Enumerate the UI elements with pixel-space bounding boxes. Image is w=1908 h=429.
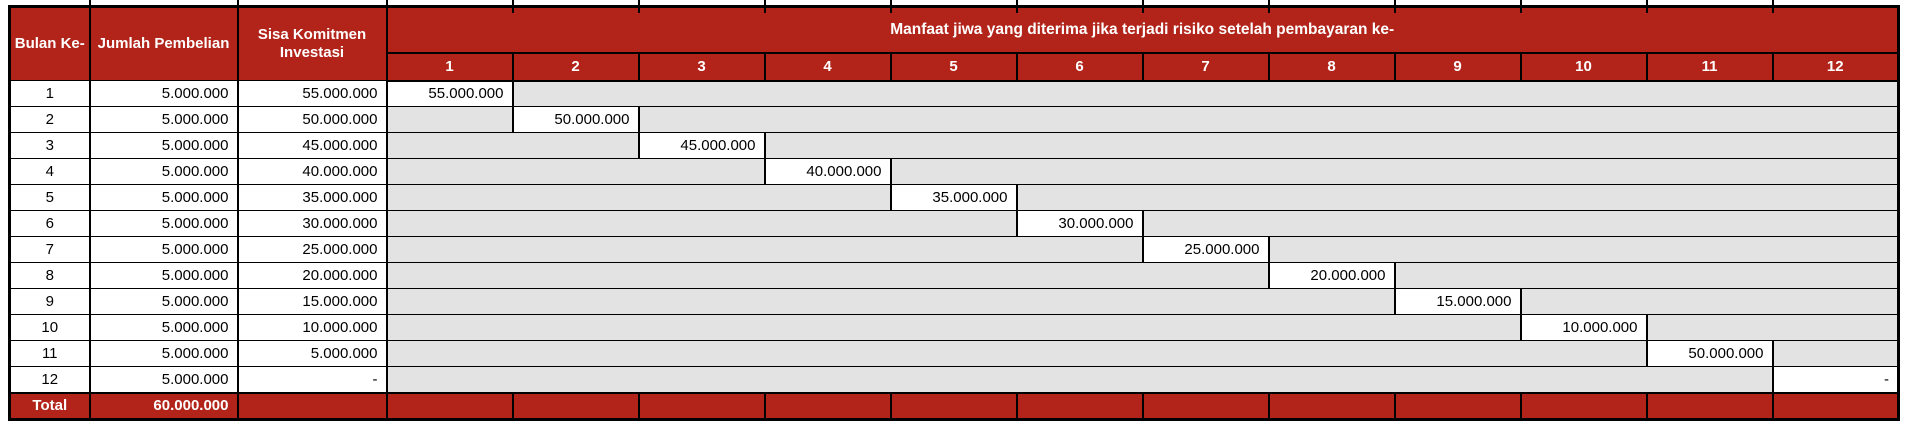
cell-benefit-8[interactable] (1269, 315, 1395, 341)
table-row-month-12 (10, 367, 1899, 393)
table-row-month-7 (10, 237, 1899, 263)
total-benefit-empty-cell-2[interactable] (513, 393, 639, 420)
cell-benefit-11[interactable] (1647, 159, 1773, 185)
cell-remaining[interactable]: 25.000.000 (238, 237, 387, 263)
cell-benefit-12[interactable] (1773, 107, 1899, 133)
cell-benefit-8[interactable] (1269, 133, 1395, 159)
cell-benefit-3[interactable] (639, 107, 765, 133)
table-row-month-3 (10, 133, 1899, 159)
cell-benefit-3[interactable] (639, 237, 765, 263)
cell-benefit-11[interactable] (1647, 289, 1773, 315)
cell-purchase[interactable]: 5.000.000 (90, 341, 238, 367)
cell-benefit-6[interactable] (1017, 315, 1143, 341)
cell-benefit-7[interactable] (1143, 289, 1269, 315)
cell-benefit-7[interactable] (1143, 159, 1269, 185)
cell-remaining[interactable]: 50.000.000 (238, 107, 387, 133)
cell-remaining[interactable]: 40.000.000 (238, 159, 387, 185)
total-benefit-empty-cell-6[interactable] (1017, 393, 1143, 420)
cell-benefit-12[interactable] (1773, 315, 1899, 341)
cell-benefit-1[interactable] (387, 315, 513, 341)
cell-benefit-4[interactable] (765, 315, 891, 341)
cell-benefit-12[interactable] (1773, 289, 1899, 315)
cell-benefit-2[interactable] (513, 159, 639, 185)
cell-benefit-12[interactable]: - (1773, 367, 1899, 393)
col-header-payment-12[interactable]: 12 (1773, 53, 1899, 81)
cell-benefit-10[interactable] (1521, 81, 1647, 107)
cell-benefit-4[interactable] (765, 263, 891, 289)
cell-benefit-2[interactable] (513, 341, 639, 367)
cell-remaining[interactable]: - (238, 367, 387, 393)
column-border-stub (386, 0, 388, 13)
cell-purchase[interactable]: 5.000.000 (90, 289, 238, 315)
table-row-month-2 (10, 107, 1899, 133)
col-header-sisa-komitmen[interactable]: Sisa Komitmen Investasi (238, 7, 387, 81)
cell-benefit-6[interactable] (1017, 133, 1143, 159)
cell-benefit-5[interactable] (891, 341, 1017, 367)
cell-benefit-5[interactable] (891, 289, 1017, 315)
cell-purchase[interactable]: 5.000.000 (90, 107, 238, 133)
cell-benefit-11[interactable] (1647, 81, 1773, 107)
total-benefit-empty-cell-8[interactable] (1269, 393, 1395, 420)
cell-benefit-8[interactable] (1269, 367, 1395, 393)
cell-benefit-4[interactable] (765, 107, 891, 133)
cell-benefit-8[interactable] (1269, 81, 1395, 107)
total-benefit-empty-cell-1[interactable] (387, 393, 513, 420)
cell-month[interactable]: 12 (10, 367, 90, 393)
cell-benefit-5[interactable]: 35.000.000 (891, 185, 1017, 211)
total-benefit-empty-cell-5[interactable] (891, 393, 1017, 420)
column-border-stub (1772, 0, 1774, 13)
column-border-stub (89, 0, 91, 13)
cell-benefit-6[interactable] (1017, 159, 1143, 185)
cell-benefit-7[interactable] (1143, 211, 1269, 237)
cell-benefit-11[interactable] (1647, 211, 1773, 237)
cell-benefit-10[interactable] (1521, 237, 1647, 263)
cell-benefit-12[interactable] (1773, 263, 1899, 289)
cell-benefit-3[interactable] (639, 211, 765, 237)
cell-benefit-1[interactable] (387, 367, 513, 393)
cell-benefit-9[interactable] (1395, 185, 1521, 211)
cell-benefit-6[interactable] (1017, 107, 1143, 133)
header-row-main (10, 7, 1899, 53)
cell-benefit-1[interactable]: 55.000.000 (387, 81, 513, 107)
cell-month[interactable]: 11 (10, 341, 90, 367)
cell-benefit-10[interactable] (1521, 263, 1647, 289)
cell-benefit-5[interactable] (891, 211, 1017, 237)
cell-benefit-3[interactable] (639, 341, 765, 367)
cell-month[interactable]: 7 (10, 237, 90, 263)
cell-benefit-3[interactable]: 45.000.000 (639, 133, 765, 159)
cell-benefit-9[interactable] (1395, 133, 1521, 159)
cell-benefit-7[interactable] (1143, 315, 1269, 341)
cell-benefit-4[interactable] (765, 289, 891, 315)
cell-benefit-7[interactable] (1143, 341, 1269, 367)
column-border-stub (1016, 0, 1018, 13)
cell-benefit-2[interactable] (513, 133, 639, 159)
column-border-stub (1646, 0, 1648, 13)
cell-benefit-8[interactable] (1269, 289, 1395, 315)
cell-benefit-5[interactable] (891, 237, 1017, 263)
col-header-bulan-ke[interactable]: Bulan Ke- (10, 7, 90, 81)
cell-benefit-1[interactable] (387, 133, 513, 159)
cell-benefit-1[interactable] (387, 211, 513, 237)
cell-month[interactable]: 3 (10, 133, 90, 159)
cell-purchase[interactable]: 5.000.000 (90, 81, 238, 107)
table-row-month-10 (10, 315, 1899, 341)
cell-benefit-2[interactable]: 50.000.000 (513, 107, 639, 133)
cell-benefit-9[interactable] (1395, 367, 1521, 393)
cell-benefit-10[interactable] (1521, 159, 1647, 185)
total-purchase-value[interactable]: 60.000.000 (90, 393, 238, 420)
cell-benefit-11[interactable] (1647, 107, 1773, 133)
total-row (10, 393, 1899, 420)
col-header-payment-7[interactable]: 7 (1143, 53, 1269, 81)
cell-benefit-11[interactable] (1647, 315, 1773, 341)
cell-benefit-2[interactable] (513, 263, 639, 289)
cell-benefit-7[interactable] (1143, 133, 1269, 159)
cell-benefit-8[interactable] (1269, 341, 1395, 367)
cell-benefit-3[interactable] (639, 315, 765, 341)
cell-benefit-9[interactable]: 15.000.000 (1395, 289, 1521, 315)
col-header-payment-9[interactable]: 9 (1395, 53, 1521, 81)
cell-benefit-8[interactable]: 20.000.000 (1269, 263, 1395, 289)
cell-benefit-7[interactable] (1143, 367, 1269, 393)
cell-benefit-8[interactable] (1269, 185, 1395, 211)
column-border-stub (638, 0, 640, 13)
col-header-payment-6[interactable]: 6 (1017, 53, 1143, 81)
cell-remaining[interactable]: 30.000.000 (238, 211, 387, 237)
cell-benefit-11[interactable] (1647, 133, 1773, 159)
cell-benefit-3[interactable] (639, 159, 765, 185)
cell-benefit-12[interactable] (1773, 133, 1899, 159)
cell-benefit-5[interactable] (891, 315, 1017, 341)
cell-month[interactable]: 6 (10, 211, 90, 237)
cell-benefit-2[interactable] (513, 289, 639, 315)
cell-benefit-1[interactable] (387, 341, 513, 367)
cell-benefit-2[interactable] (513, 211, 639, 237)
benefit-schedule-table (8, 5, 1900, 421)
cell-benefit-4[interactable] (765, 367, 891, 393)
cell-benefit-9[interactable] (1395, 81, 1521, 107)
table-row-month-1 (10, 81, 1899, 107)
cell-purchase[interactable]: 5.000.000 (90, 159, 238, 185)
col-header-jumlah-pembelian[interactable]: Jumlah Pembelian (90, 7, 238, 81)
cell-benefit-6[interactable] (1017, 81, 1143, 107)
cell-remaining[interactable]: 55.000.000 (238, 81, 387, 107)
cell-benefit-5[interactable] (891, 159, 1017, 185)
cell-benefit-9[interactable] (1395, 263, 1521, 289)
total-benefit-empty-cell-7[interactable] (1143, 393, 1269, 420)
col-header-payment-5[interactable]: 5 (891, 53, 1017, 81)
cell-benefit-2[interactable] (513, 185, 639, 211)
cell-benefit-11[interactable] (1647, 367, 1773, 393)
cell-benefit-2[interactable] (513, 367, 639, 393)
cell-benefit-8[interactable] (1269, 211, 1395, 237)
cell-benefit-3[interactable] (639, 263, 765, 289)
cell-month[interactable]: 5 (10, 185, 90, 211)
col-header-manfaat-jiwa[interactable]: Manfaat jiwa yang diterima jika terjadi risiko setelah pembayaran ke- (387, 7, 1899, 53)
col-header-payment-8[interactable]: 8 (1269, 53, 1395, 81)
cell-benefit-1[interactable] (387, 237, 513, 263)
cell-benefit-1[interactable] (387, 107, 513, 133)
cell-benefit-7[interactable] (1143, 107, 1269, 133)
cell-benefit-3[interactable] (639, 81, 765, 107)
cell-benefit-1[interactable] (387, 185, 513, 211)
table-row-month-5 (10, 185, 1899, 211)
cell-benefit-6[interactable] (1017, 237, 1143, 263)
cell-benefit-8[interactable] (1269, 107, 1395, 133)
col-header-payment-3[interactable]: 3 (639, 53, 765, 81)
cell-benefit-9[interactable] (1395, 159, 1521, 185)
cell-remaining[interactable]: 15.000.000 (238, 289, 387, 315)
total-benefit-empty-cell-4[interactable] (765, 393, 891, 420)
cell-benefit-1[interactable] (387, 159, 513, 185)
cell-remaining[interactable]: 10.000.000 (238, 315, 387, 341)
cell-benefit-10[interactable] (1521, 133, 1647, 159)
column-border-stub (1394, 0, 1396, 13)
cell-benefit-1[interactable] (387, 289, 513, 315)
cell-purchase[interactable]: 5.000.000 (90, 315, 238, 341)
column-border-stub (237, 0, 239, 13)
cell-benefit-6[interactable] (1017, 367, 1143, 393)
cell-benefit-12[interactable] (1773, 237, 1899, 263)
cell-benefit-12[interactable] (1773, 159, 1899, 185)
col-header-payment-11[interactable]: 11 (1647, 53, 1773, 81)
table-row-month-4 (10, 159, 1899, 185)
cell-benefit-1[interactable] (387, 263, 513, 289)
cell-benefit-5[interactable] (891, 81, 1017, 107)
cell-purchase[interactable]: 5.000.000 (90, 211, 238, 237)
cell-benefit-5[interactable] (891, 133, 1017, 159)
cell-benefit-9[interactable] (1395, 315, 1521, 341)
total-label[interactable]: Total (10, 393, 90, 420)
cell-benefit-12[interactable] (1773, 81, 1899, 107)
cell-month[interactable]: 4 (10, 159, 90, 185)
cell-benefit-10[interactable] (1521, 367, 1647, 393)
cell-month[interactable]: 2 (10, 107, 90, 133)
cell-benefit-12[interactable] (1773, 185, 1899, 211)
cell-benefit-6[interactable] (1017, 263, 1143, 289)
cell-benefit-10[interactable] (1521, 185, 1647, 211)
total-benefit-empty-cell-9[interactable] (1395, 393, 1521, 420)
table-row-month-11 (10, 341, 1899, 367)
cell-benefit-10[interactable]: 10.000.000 (1521, 315, 1647, 341)
cell-benefit-10[interactable] (1521, 289, 1647, 315)
cell-benefit-4[interactable]: 40.000.000 (765, 159, 891, 185)
cell-benefit-10[interactable] (1521, 341, 1647, 367)
cell-benefit-3[interactable] (639, 289, 765, 315)
col-header-payment-10[interactable]: 10 (1521, 53, 1647, 81)
cell-benefit-11[interactable] (1647, 237, 1773, 263)
cell-benefit-2[interactable] (513, 237, 639, 263)
table-row-month-6 (10, 211, 1899, 237)
col-header-payment-4[interactable]: 4 (765, 53, 891, 81)
cell-remaining[interactable]: 45.000.000 (238, 133, 387, 159)
cell-purchase[interactable]: 5.000.000 (90, 133, 238, 159)
cell-month[interactable]: 10 (10, 315, 90, 341)
cell-month[interactable]: 8 (10, 263, 90, 289)
cell-benefit-9[interactable] (1395, 211, 1521, 237)
cell-benefit-6[interactable] (1017, 341, 1143, 367)
cell-remaining[interactable]: 35.000.000 (238, 185, 387, 211)
cell-benefit-7[interactable] (1143, 81, 1269, 107)
cell-benefit-10[interactable] (1521, 211, 1647, 237)
cell-benefit-8[interactable] (1269, 237, 1395, 263)
cell-benefit-4[interactable] (765, 237, 891, 263)
cell-benefit-7[interactable]: 25.000.000 (1143, 237, 1269, 263)
cell-benefit-4[interactable] (765, 133, 891, 159)
cell-purchase[interactable]: 5.000.000 (90, 185, 238, 211)
cell-benefit-9[interactable] (1395, 341, 1521, 367)
cell-benefit-7[interactable] (1143, 185, 1269, 211)
total-benefit-empty-cell-10[interactable] (1521, 393, 1647, 420)
cell-benefit-12[interactable] (1773, 211, 1899, 237)
cell-benefit-5[interactable] (891, 367, 1017, 393)
cell-benefit-5[interactable] (891, 263, 1017, 289)
cell-benefit-4[interactable] (765, 211, 891, 237)
cell-benefit-4[interactable] (765, 185, 891, 211)
table-row-month-9 (10, 289, 1899, 315)
cell-month[interactable]: 1 (10, 81, 90, 107)
cell-benefit-2[interactable] (513, 315, 639, 341)
cell-purchase[interactable]: 5.000.000 (90, 263, 238, 289)
cell-benefit-4[interactable] (765, 341, 891, 367)
cell-benefit-11[interactable] (1647, 263, 1773, 289)
table-row-month-8 (10, 263, 1899, 289)
cell-benefit-11[interactable]: 50.000.000 (1647, 341, 1773, 367)
col-header-payment-1[interactable]: 1 (387, 53, 513, 81)
total-benefit-empty-cell-3[interactable] (639, 393, 765, 420)
column-border-stub (1142, 0, 1144, 13)
col-header-payment-2[interactable]: 2 (513, 53, 639, 81)
cell-remaining[interactable]: 20.000.000 (238, 263, 387, 289)
total-remaining-empty-cell[interactable] (238, 393, 387, 420)
total-benefit-empty-cell-12[interactable] (1773, 393, 1899, 420)
column-border-stub (1520, 0, 1522, 13)
column-border-stub (890, 0, 892, 13)
cell-benefit-3[interactable] (639, 185, 765, 211)
cell-month[interactable]: 9 (10, 289, 90, 315)
cell-benefit-9[interactable] (1395, 107, 1521, 133)
total-benefit-empty-cell-11[interactable] (1647, 393, 1773, 420)
cell-benefit-2[interactable] (513, 81, 639, 107)
column-border-stub (764, 0, 766, 13)
cell-benefit-6[interactable] (1017, 289, 1143, 315)
cell-purchase[interactable]: 5.000.000 (90, 237, 238, 263)
cell-benefit-5[interactable] (891, 107, 1017, 133)
cell-benefit-9[interactable] (1395, 237, 1521, 263)
cell-benefit-4[interactable] (765, 81, 891, 107)
cell-benefit-7[interactable] (1143, 263, 1269, 289)
cell-benefit-6[interactable]: 30.000.000 (1017, 211, 1143, 237)
cell-purchase[interactable]: 5.000.000 (90, 367, 238, 393)
cell-benefit-12[interactable] (1773, 341, 1899, 367)
cell-benefit-3[interactable] (639, 367, 765, 393)
column-border-stub (1268, 0, 1270, 13)
cell-benefit-8[interactable] (1269, 159, 1395, 185)
cell-remaining[interactable]: 5.000.000 (238, 341, 387, 367)
cell-benefit-10[interactable] (1521, 107, 1647, 133)
column-border-stub (512, 0, 514, 13)
cell-benefit-6[interactable] (1017, 185, 1143, 211)
cell-benefit-11[interactable] (1647, 185, 1773, 211)
